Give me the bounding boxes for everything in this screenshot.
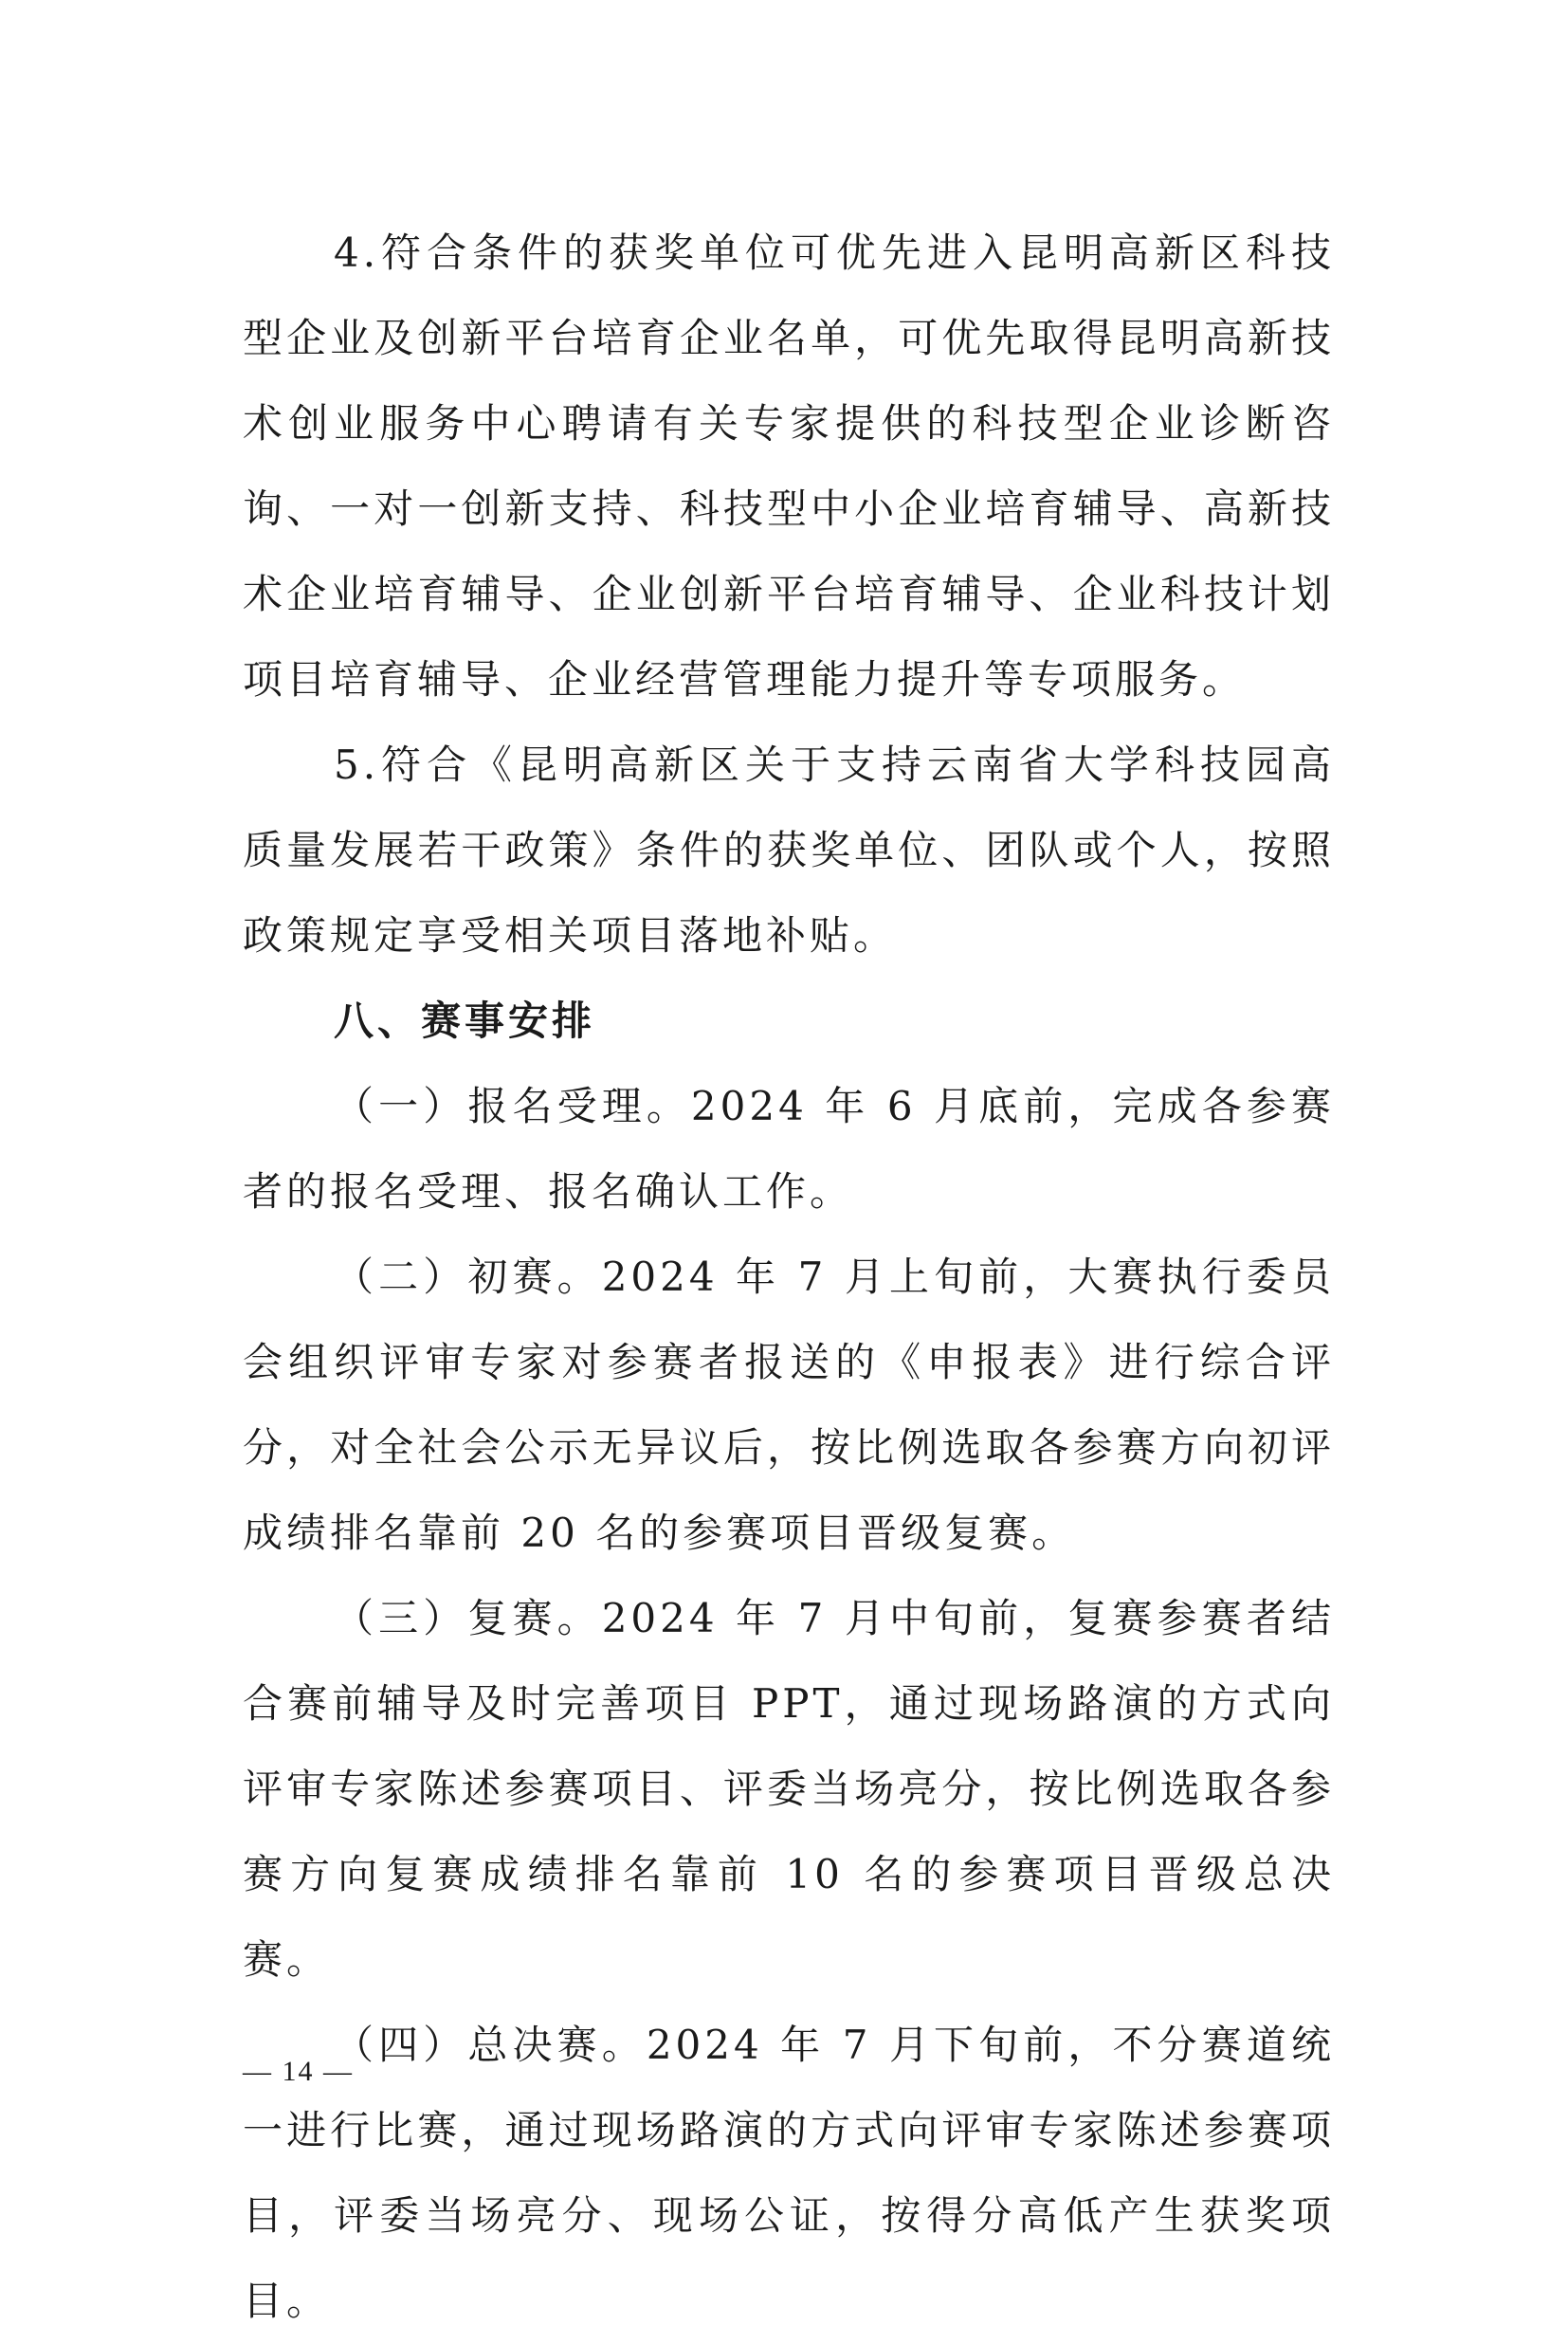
paragraph-preliminary-round: （二）初赛。2024 年 7 月上旬前，大赛执行委员会组织评审专家对参赛者报送的《申报表》进行综合评分，对全社会公示无异议后，按比例选取各参赛方向初评成绩排名靠前 20 名的参赛项目晋级复赛。 bbox=[243, 1254, 1335, 1556]
paragraph-final-round: （四）总决赛。2024 年 7 月下旬前，不分赛道统一进行比赛，通过现场路演的方式向评审专家陈述参赛项目，评委当场亮分、现场公证，按得分高低产生获奖项目。 bbox=[243, 2022, 1335, 2324]
document-body bbox=[243, 211, 1335, 2344]
paragraph-registration: （一）报名受理。2024 年 6 月底前，完成各参赛者的报名受理、报名确认工作。 bbox=[243, 1083, 1335, 1215]
page-number: — 14 — bbox=[243, 2056, 354, 2087]
paragraph-policy-subsidy: 5.符合《昆明高新区关于支持云南省大学科技园高质量发展若干政策》条件的获奖单位、团队或个人，按照政策规定享受相关项目落地补贴。 bbox=[243, 742, 1335, 959]
paragraph-award-priority-services: 4.符合条件的获奖单位可优先进入昆明高新区科技型企业及创新平台培育企业名单，可优先取得昆明高新技术创业服务中心聘请有关专家提供的科技型企业诊断咨询、一对一创新支持、科技型中小企业培育辅导、高新技术企业培育辅导、企业创新平台培育辅导、企业科技计划项目培育辅导、企业经营管理能力提升等专项服务。 bbox=[243, 229, 1335, 703]
section-heading-schedule: 八、赛事安排 bbox=[334, 998, 596, 1044]
paragraph-semifinal-round: （三）复赛。2024 年 7 月中旬前，复赛参赛者结合赛前辅导及时完善项目 PPT，通过现场路演的方式向评审专家陈述参赛项目、评委当场亮分，按比例选取各参赛方向复赛成绩排名靠前 10 名的参赛项目晋级总决赛。 bbox=[243, 1595, 1335, 1983]
